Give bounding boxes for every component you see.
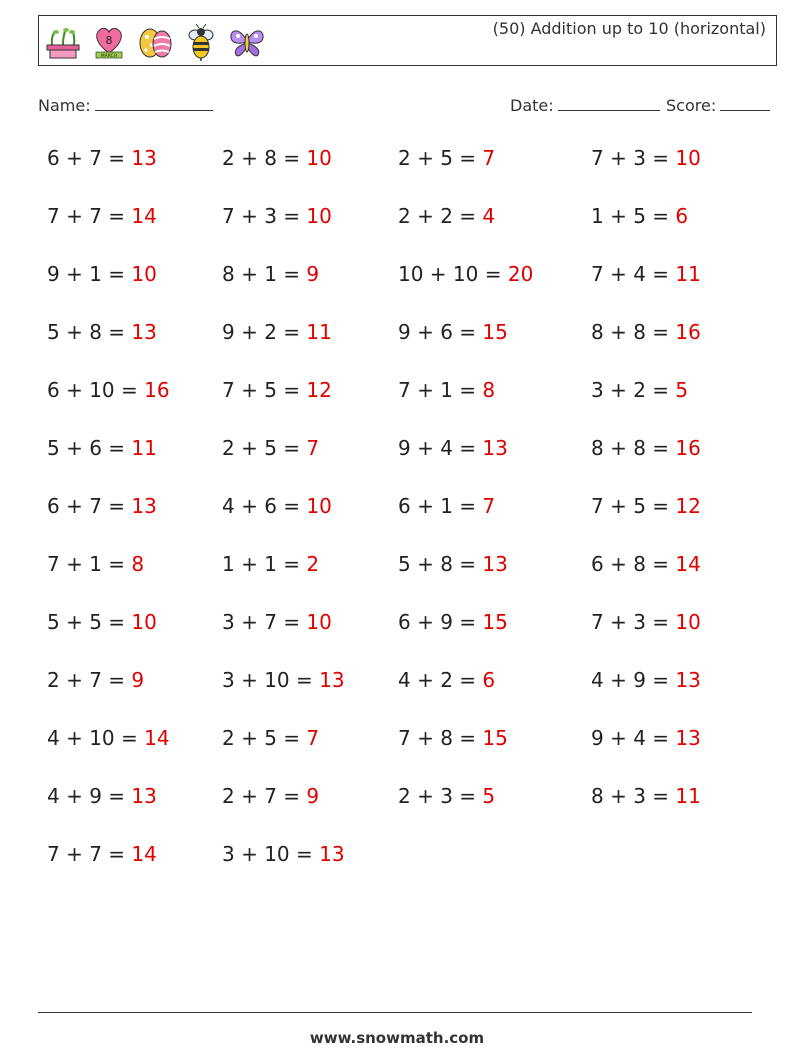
problem-answer: 14 bbox=[131, 842, 157, 866]
problem-answer: 15 bbox=[482, 320, 508, 344]
problem-item bbox=[398, 204, 495, 228]
problem-item bbox=[222, 320, 332, 344]
problem-item bbox=[222, 610, 332, 634]
problem-item bbox=[47, 436, 157, 460]
problem-answer: 10 bbox=[675, 610, 701, 634]
problem-item bbox=[398, 378, 495, 402]
problem-answer: 7 bbox=[482, 494, 496, 518]
problem-expression: 2 + 7 = bbox=[222, 784, 301, 808]
problem-expression: 7 + 5 = bbox=[222, 378, 301, 402]
problem-answer: 16 bbox=[675, 436, 701, 460]
problem-expression: 7 + 7 = bbox=[47, 842, 126, 866]
problem-item bbox=[398, 262, 533, 286]
problem-expression: 4 + 2 = bbox=[398, 668, 477, 692]
problem-answer: 7 bbox=[306, 726, 320, 750]
problem-item bbox=[47, 262, 157, 286]
problem-item bbox=[222, 726, 319, 750]
problem-answer: 12 bbox=[675, 494, 701, 518]
problem-answer: 15 bbox=[482, 726, 508, 750]
date-label: Date: bbox=[510, 96, 554, 115]
date-line[interactable] bbox=[558, 94, 660, 111]
problem-item bbox=[222, 262, 319, 286]
problem-expression: 7 + 4 = bbox=[591, 262, 670, 286]
problem-answer: 10 bbox=[306, 610, 332, 634]
problem-item bbox=[591, 436, 701, 460]
date-field[interactable] bbox=[510, 94, 660, 115]
problem-item bbox=[398, 610, 508, 634]
problem-item bbox=[222, 436, 319, 460]
problem-answer: 9 bbox=[306, 784, 320, 808]
name-label: Name: bbox=[38, 96, 91, 115]
problem-item bbox=[591, 378, 688, 402]
heart-number: 8 bbox=[105, 34, 113, 47]
problem-item bbox=[591, 146, 701, 170]
problem-answer: 13 bbox=[675, 668, 701, 692]
problem-expression: 7 + 5 = bbox=[591, 494, 670, 518]
problem-answer: 14 bbox=[144, 726, 170, 750]
problem-expression: 7 + 7 = bbox=[47, 204, 126, 228]
bee-icon bbox=[182, 23, 220, 61]
worksheet-header bbox=[38, 15, 777, 66]
name-field[interactable] bbox=[38, 94, 213, 115]
score-line[interactable] bbox=[720, 94, 770, 111]
problem-item bbox=[47, 784, 157, 808]
problem-item bbox=[47, 668, 144, 692]
problem-answer: 8 bbox=[482, 378, 496, 402]
problem-answer: 4 bbox=[482, 204, 496, 228]
problem-item bbox=[398, 726, 508, 750]
problem-answer: 13 bbox=[131, 784, 157, 808]
problem-answer: 10 bbox=[131, 610, 157, 634]
problem-item bbox=[398, 146, 495, 170]
problem-expression: 2 + 7 = bbox=[47, 668, 126, 692]
problem-item bbox=[47, 726, 170, 750]
problem-item bbox=[591, 610, 701, 634]
problem-answer: 10 bbox=[306, 204, 332, 228]
problem-expression: 1 + 5 = bbox=[591, 204, 670, 228]
easter-egg-icon bbox=[136, 23, 174, 61]
footer-divider bbox=[38, 1012, 752, 1013]
problem-answer: 13 bbox=[131, 146, 157, 170]
plant-pot-icon bbox=[44, 23, 82, 61]
problem-item bbox=[47, 204, 157, 228]
heart-banner-text: MARCH bbox=[100, 54, 118, 59]
problem-item bbox=[47, 494, 157, 518]
problem-expression: 9 + 1 = bbox=[47, 262, 126, 286]
problem-expression: 8 + 1 = bbox=[222, 262, 301, 286]
problem-expression: 2 + 8 = bbox=[222, 146, 301, 170]
problem-answer: 13 bbox=[319, 668, 345, 692]
problem-expression: 9 + 4 = bbox=[591, 726, 670, 750]
problem-answer: 13 bbox=[131, 320, 157, 344]
problem-answer: 7 bbox=[482, 146, 496, 170]
problem-expression: 5 + 6 = bbox=[47, 436, 126, 460]
problem-item bbox=[222, 494, 332, 518]
problem-item bbox=[591, 204, 688, 228]
problem-expression: 7 + 8 = bbox=[398, 726, 477, 750]
problem-expression: 3 + 10 = bbox=[222, 668, 313, 692]
problem-expression: 3 + 10 = bbox=[222, 842, 313, 866]
problem-item bbox=[47, 610, 157, 634]
problem-item bbox=[222, 842, 345, 866]
problem-expression: 7 + 3 = bbox=[591, 146, 670, 170]
problem-item bbox=[47, 552, 144, 576]
problem-answer: 11 bbox=[675, 784, 701, 808]
problem-answer: 13 bbox=[675, 726, 701, 750]
problem-answer: 11 bbox=[306, 320, 332, 344]
problem-expression: 9 + 6 = bbox=[398, 320, 477, 344]
problem-item bbox=[222, 552, 319, 576]
problem-expression: 3 + 7 = bbox=[222, 610, 301, 634]
problem-item bbox=[591, 726, 701, 750]
problem-answer: 16 bbox=[144, 378, 170, 402]
problem-item bbox=[398, 436, 508, 460]
problem-expression: 7 + 3 = bbox=[222, 204, 301, 228]
problem-item bbox=[47, 146, 157, 170]
problem-answer: 5 bbox=[675, 378, 689, 402]
problem-answer: 5 bbox=[482, 784, 496, 808]
problem-item bbox=[398, 320, 508, 344]
problem-expression: 5 + 5 = bbox=[47, 610, 126, 634]
problem-item bbox=[398, 552, 508, 576]
problem-answer: 13 bbox=[131, 494, 157, 518]
problem-answer: 11 bbox=[131, 436, 157, 460]
problem-answer: 11 bbox=[675, 262, 701, 286]
problem-expression: 9 + 4 = bbox=[398, 436, 477, 460]
problem-expression: 6 + 7 = bbox=[47, 146, 126, 170]
problem-expression: 8 + 3 = bbox=[591, 784, 670, 808]
problem-item bbox=[222, 204, 332, 228]
problem-answer: 20 bbox=[507, 262, 534, 286]
problem-expression: 7 + 3 = bbox=[591, 610, 670, 634]
problem-expression: 9 + 2 = bbox=[222, 320, 301, 344]
problem-expression: 8 + 8 = bbox=[591, 436, 670, 460]
problem-answer: 8 bbox=[131, 552, 145, 576]
problem-answer: 2 bbox=[306, 552, 320, 576]
problem-expression: 4 + 9 = bbox=[47, 784, 126, 808]
problem-answer: 10 bbox=[131, 262, 157, 286]
problem-expression: 4 + 9 = bbox=[591, 668, 670, 692]
problem-answer: 12 bbox=[306, 378, 332, 402]
problem-answer: 7 bbox=[306, 436, 320, 460]
problem-item bbox=[47, 842, 157, 866]
problem-answer: 6 bbox=[675, 204, 689, 228]
problem-expression: 2 + 3 = bbox=[398, 784, 477, 808]
problem-expression: 2 + 5 = bbox=[398, 146, 477, 170]
problem-expression: 2 + 5 = bbox=[222, 726, 301, 750]
problem-answer: 9 bbox=[131, 668, 145, 692]
problem-answer: 13 bbox=[482, 436, 508, 460]
problem-expression: 7 + 1 = bbox=[47, 552, 126, 576]
problem-answer: 6 bbox=[482, 668, 496, 692]
problem-expression: 7 + 1 = bbox=[398, 378, 477, 402]
problem-answer: 10 bbox=[306, 146, 332, 170]
problem-expression: 5 + 8 = bbox=[398, 552, 477, 576]
problem-answer: 10 bbox=[306, 494, 332, 518]
problem-answer: 15 bbox=[482, 610, 508, 634]
problem-expression: 4 + 10 = bbox=[47, 726, 138, 750]
problem-item bbox=[591, 494, 701, 518]
problem-item bbox=[591, 320, 701, 344]
problem-item bbox=[47, 378, 170, 402]
problem-expression: 6 + 8 = bbox=[591, 552, 670, 576]
heart-march-8-icon bbox=[90, 23, 128, 61]
problem-answer: 13 bbox=[319, 842, 345, 866]
problem-expression: 5 + 8 = bbox=[47, 320, 126, 344]
problem-expression: 2 + 2 = bbox=[398, 204, 477, 228]
problem-expression: 2 + 5 = bbox=[222, 436, 301, 460]
problem-item bbox=[591, 552, 701, 576]
website-footer: www.snowmath.com bbox=[309, 1029, 485, 1047]
problem-expression: 8 + 8 = bbox=[591, 320, 670, 344]
problem-expression: 6 + 10 = bbox=[47, 378, 138, 402]
problem-item bbox=[47, 320, 157, 344]
problem-item bbox=[222, 784, 319, 808]
problem-answer: 10 bbox=[675, 146, 701, 170]
problem-answer: 14 bbox=[131, 204, 157, 228]
problem-item bbox=[591, 262, 701, 286]
butterfly-icon bbox=[228, 23, 266, 61]
problem-expression: 6 + 1 = bbox=[398, 494, 477, 518]
header-icons bbox=[44, 23, 266, 61]
problem-expression: 6 + 9 = bbox=[398, 610, 477, 634]
problem-answer: 9 bbox=[306, 262, 320, 286]
problem-item bbox=[398, 784, 495, 808]
name-line[interactable] bbox=[95, 94, 213, 111]
problem-item bbox=[591, 668, 701, 692]
score-label: Score: bbox=[666, 96, 717, 115]
worksheet-title: (50) Addition up to 10 (horizontal) bbox=[492, 19, 766, 38]
problem-item bbox=[398, 668, 495, 692]
problem-expression: 10 + 10 = bbox=[398, 262, 502, 286]
problem-expression: 4 + 6 = bbox=[222, 494, 301, 518]
problem-item bbox=[222, 668, 345, 692]
problem-answer: 13 bbox=[482, 552, 508, 576]
problem-item bbox=[398, 494, 495, 518]
problem-answer: 16 bbox=[675, 320, 701, 344]
problem-item bbox=[591, 784, 701, 808]
score-field[interactable] bbox=[666, 94, 770, 115]
problem-item bbox=[222, 378, 332, 402]
problem-expression: 1 + 1 = bbox=[222, 552, 301, 576]
problem-expression: 3 + 2 = bbox=[591, 378, 670, 402]
problem-answer: 14 bbox=[675, 552, 701, 576]
problem-item bbox=[222, 146, 332, 170]
problem-expression: 6 + 7 = bbox=[47, 494, 126, 518]
